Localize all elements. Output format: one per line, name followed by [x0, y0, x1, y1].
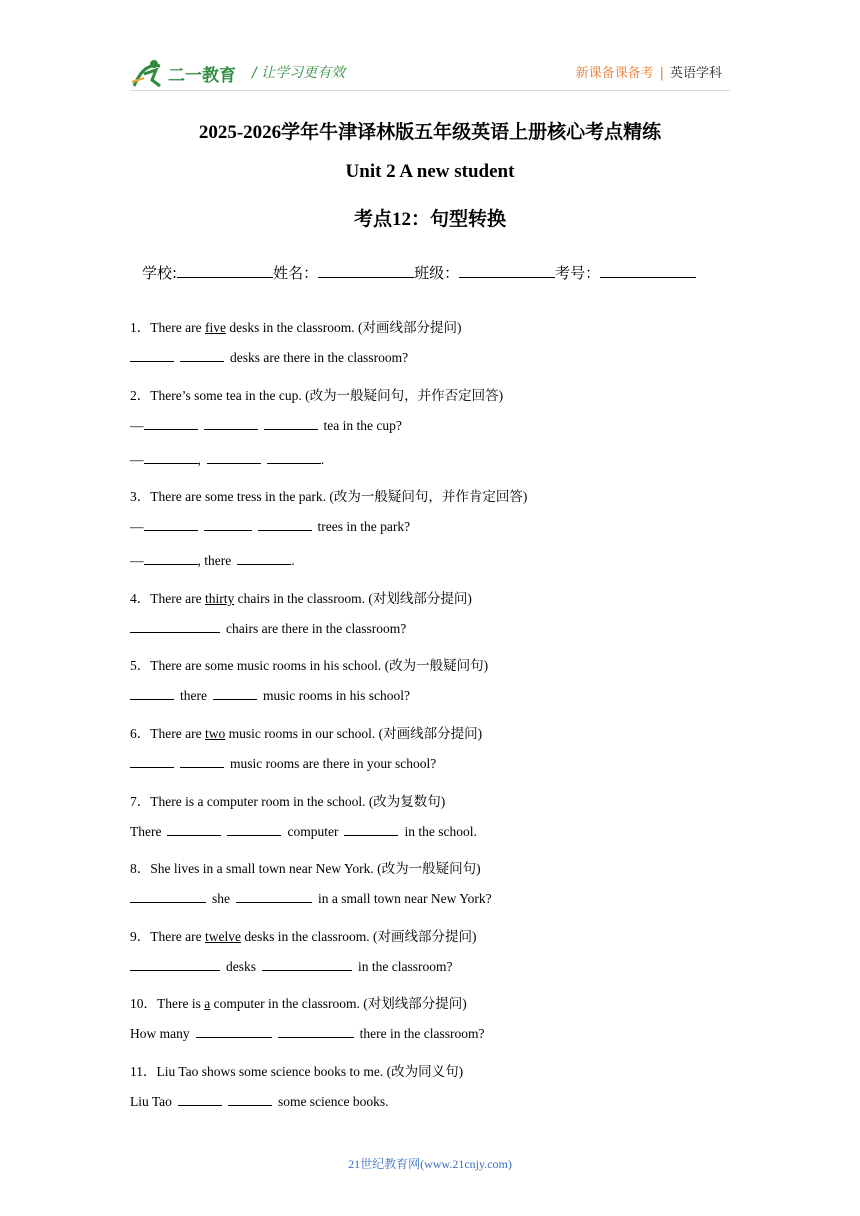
- underlined-word: a: [204, 996, 211, 1011]
- answer-blank[interactable]: [228, 1094, 272, 1106]
- underlined-word: twelve: [204, 929, 241, 944]
- answer-blank[interactable]: [344, 824, 398, 836]
- answer-text: desks: [226, 959, 256, 974]
- answer-3-response: [130, 553, 295, 569]
- period: .: [291, 553, 295, 568]
- answer-text: Liu Tao: [130, 1094, 172, 1109]
- answer-text: computer: [287, 824, 339, 839]
- page-header: [130, 52, 730, 94]
- student-info-line: [142, 262, 696, 283]
- question-10: [130, 992, 467, 1012]
- school-blank[interactable]: [177, 264, 273, 278]
- answer-8: [130, 891, 492, 907]
- header-subject: 英语学科: [669, 66, 722, 81]
- number-label: 考号：: [555, 264, 601, 282]
- answer-text: How many: [130, 1026, 190, 1041]
- answer-4: [130, 621, 406, 637]
- answer-blank[interactable]: [227, 824, 281, 836]
- answer-blank[interactable]: [262, 959, 352, 971]
- answer-blank[interactable]: [130, 350, 174, 362]
- answer-text: in a small town near New York?: [318, 891, 492, 906]
- answer-3-question: [130, 519, 410, 535]
- question-1: [130, 316, 461, 336]
- answer-blank[interactable]: [207, 452, 261, 464]
- answer-blank[interactable]: [144, 452, 198, 464]
- answer-blank[interactable]: [180, 350, 224, 362]
- question-text: music rooms in our school. (对画线部分提问): [225, 726, 483, 741]
- question-7: 7．There is a computer room in the school. (改为复数句): [130, 794, 446, 809]
- answer-text: trees in the park?: [317, 519, 411, 534]
- answer-blank[interactable]: [278, 1026, 354, 1038]
- header-right: [576, 62, 722, 81]
- answer-2-response: [130, 452, 324, 468]
- answer-blank[interactable]: [144, 553, 198, 565]
- underlined-word: two: [204, 726, 226, 741]
- answer-text: music rooms in his school?: [262, 688, 410, 703]
- answer-blank[interactable]: [130, 688, 174, 700]
- class-blank[interactable]: [459, 264, 555, 278]
- answer-blank[interactable]: [144, 418, 198, 430]
- question-3: 3．There are some tress in the park. (改为一般疑问句，并作肯定回答): [130, 489, 528, 504]
- document-title: 2025-2026学年牛津译林版五年级英语上册核心考点精练: [198, 122, 662, 143]
- dash: —: [130, 519, 144, 534]
- question-text: chairs in the classroom. (对划线部分提问): [234, 591, 472, 606]
- comma: ,: [197, 452, 201, 467]
- answer-text: in the school.: [404, 824, 477, 839]
- answer-text: music rooms are there in your school?: [230, 756, 437, 771]
- answer-blank[interactable]: [213, 688, 257, 700]
- page-footer[interactable]: 21世纪教育网(www.21cnjy.com): [348, 1157, 512, 1171]
- question-text: desks in the classroom. (对画线部分提问): [225, 320, 462, 335]
- dash: —: [130, 418, 144, 433]
- answer-text: there in the classroom?: [359, 1026, 485, 1041]
- answer-9: [130, 959, 452, 975]
- school-label: 学校:: [142, 264, 178, 282]
- slogan: / 让学习更有效: [252, 65, 346, 81]
- underlined-word: thirty: [204, 591, 235, 606]
- answer-blank[interactable]: [178, 1094, 222, 1106]
- question-8: 8．She lives in a small town near New York. (改为一般疑问句): [130, 861, 481, 876]
- unit-title: Unit 2 A new student: [345, 161, 515, 182]
- header-separator: |: [659, 66, 664, 81]
- header-divider: [130, 90, 730, 91]
- answer-blank[interactable]: [204, 418, 258, 430]
- answer-text: , there: [197, 553, 232, 568]
- question-6: [130, 722, 482, 742]
- period: .: [320, 452, 325, 467]
- question-text: desks in the classroom. (对画线部分提问): [240, 929, 477, 944]
- answer-blank[interactable]: [264, 418, 318, 430]
- answer-text: There: [130, 824, 162, 839]
- answer-blank[interactable]: [180, 756, 224, 768]
- logo: [130, 56, 250, 90]
- answer-text: she: [212, 891, 230, 906]
- answer-blank[interactable]: [130, 756, 174, 768]
- answer-10: [130, 1026, 484, 1042]
- answer-blank[interactable]: [258, 519, 312, 531]
- answer-text: some science books.: [277, 1094, 389, 1109]
- dash: —: [130, 452, 144, 467]
- logo-text: 二一教育: [168, 66, 236, 86]
- answer-5: [130, 688, 410, 704]
- answer-blank[interactable]: [167, 824, 221, 836]
- answer-6: [130, 756, 436, 772]
- question-2: 2．There’s some tea in the cup. (改为一般疑问句，并作否定回答): [130, 388, 504, 403]
- answer-blank[interactable]: [267, 452, 321, 464]
- answer-7: [130, 824, 477, 840]
- topic-title: 考点12：句型转换: [353, 209, 506, 230]
- class-label: 班级：: [414, 264, 460, 282]
- answer-blank[interactable]: [196, 1026, 272, 1038]
- question-11: 11．Liu Tao shows some science books to me. (改为同义句): [130, 1064, 464, 1079]
- header-course-label: 新课备课备考: [575, 66, 654, 81]
- answer-11: [130, 1094, 389, 1110]
- answer-blank[interactable]: [204, 519, 252, 531]
- answer-blank[interactable]: [236, 891, 312, 903]
- answer-blank[interactable]: [144, 519, 198, 531]
- answer-2-question: [130, 418, 402, 434]
- answer-1: [130, 350, 408, 366]
- question-text: 1．There are: [130, 320, 205, 335]
- answer-text: chairs are there in the classroom?: [226, 621, 407, 636]
- question-text: computer in the classroom. (对划线部分提问): [210, 996, 467, 1011]
- question-4: [130, 587, 472, 607]
- underlined-word: five: [204, 320, 226, 335]
- answer-text: there: [180, 688, 207, 703]
- number-blank[interactable]: [600, 264, 696, 278]
- question-text: 6．There are: [130, 726, 205, 741]
- answer-blank[interactable]: [237, 553, 291, 565]
- question-text: 9．There are: [130, 929, 205, 944]
- answer-blank[interactable]: [130, 959, 220, 971]
- answer-blank[interactable]: [130, 621, 220, 633]
- answer-blank[interactable]: [130, 891, 206, 903]
- dash: —: [130, 553, 144, 568]
- answer-text: in the classroom?: [358, 959, 453, 974]
- answer-text: desks are there in the classroom?: [230, 350, 409, 365]
- name-blank[interactable]: [318, 264, 414, 278]
- question-text: 10．There is: [130, 996, 205, 1011]
- name-label: 姓名：: [273, 264, 319, 282]
- question-text: 4．There are: [130, 591, 205, 606]
- question-5: 5．There are some music rooms in his school. (改为一般疑问句): [130, 658, 489, 673]
- answer-text: tea in the cup?: [323, 418, 402, 433]
- question-9: [130, 925, 476, 945]
